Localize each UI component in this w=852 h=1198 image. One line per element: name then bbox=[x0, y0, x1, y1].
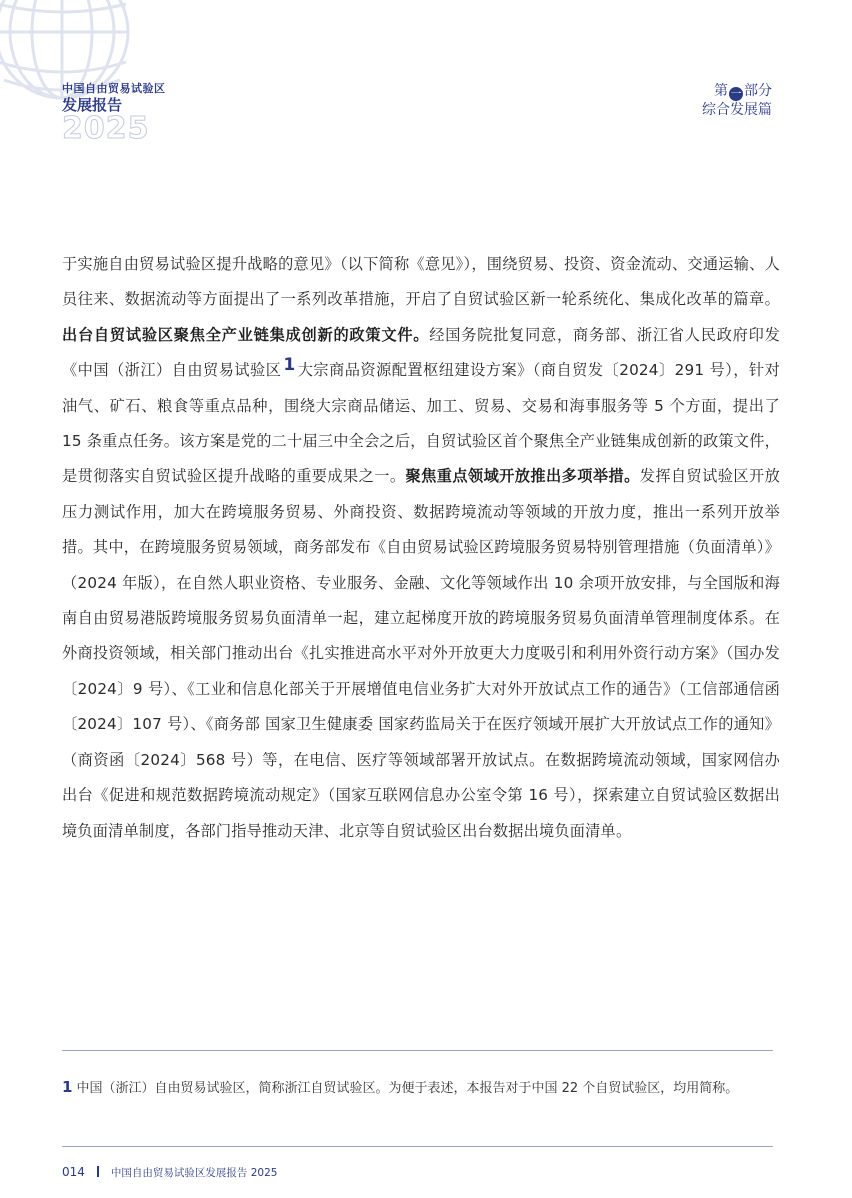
part-prefix: 第 bbox=[714, 83, 728, 99]
part-label bbox=[702, 82, 772, 119]
footer-separator bbox=[97, 1166, 99, 1177]
body-bold-heading: 出台自贸试验区聚焦全产业链集成创新的政策文件。 bbox=[62, 325, 430, 344]
footnote-divider bbox=[62, 1050, 773, 1051]
body-text-segment: 经国务院批复同意，商务部、浙江省人民政府印发《中国（浙江）自由贸易试验区 bbox=[62, 325, 780, 380]
footnote-reference[interactable]: 1 bbox=[283, 355, 296, 376]
body-text-segment: 大宗商品资源配置枢纽建设方案》（商自贸发〔2024〕291 号），针对油气、矿石、粮食等重点品种，围绕大宗商品储运、加工、贸易、交易和海事服务等 5 个方面，提出了 15 条重点任务。该方案是党的二十届三中全会之后，自贸试验区首个聚焦全产业链集成创新的政策文件，是贯彻落实自贸试验区提升战略的重要成果之一。 bbox=[62, 361, 780, 486]
report-year: 2025 bbox=[62, 111, 150, 146]
footer-divider bbox=[62, 1146, 773, 1147]
report-name-line2: 发展报告 bbox=[62, 96, 123, 114]
body-text-segment: 发挥自贸试验区开放压力测试作用，加大在跨境服务贸易、外商投资、数据跨境流动等领域的开放力度，推出一系列开放举措。其中，在跨境服务贸易领域，商务部发布《自由贸易试验区跨境服务贸易特别管理措施（负面清单）》（2024 年版），在自然人职业资格、专业服务、金融、文化等领域作出 10 余项开放安排，与全国版和海南自由贸易港版跨境服务贸易负面清单一起，建立起梯度开放的跨境服务贸易负面清单管理制度体系。在外商投资领域，相关部门推动出台《扎实推进高水平对外开放更大力度吸引和利用外资行动方案》（国办发〔2024〕9 号）、《工业和信息化部关于开展增值电信业务扩大对外开放试点工作的通告》（工信部通信函〔2024〕107 号）、《商务部 国家卫生健康委 国家药监局关于在医疗领域开展扩大开放试点工作的通知》（商资函〔2024〕568 号）等，在电信、医疗等领域部署开放试点。在数据跨境流动领域，国家网信办出台《促进和规范数据跨境流动规定》（国家互联网信息办公室令第 16 号），探索建立自贸试验区数据出境负面清单制度，各部门指导推动天津、北京等自贸试验区出台数据出境负面清单。 bbox=[62, 467, 780, 840]
footnote bbox=[62, 1077, 778, 1099]
footnote-text: 中国（浙江）自由贸易试验区，简称浙江自贸试验区。为便于表述，本报告对于中国 22 个自贸试验区，均用简称。 bbox=[76, 1081, 739, 1096]
report-brand bbox=[62, 82, 166, 144]
page-footer bbox=[62, 1165, 277, 1180]
footer-publication: 中国自由贸易试验区发展报告 2025 bbox=[110, 1167, 278, 1179]
part-number-line bbox=[702, 82, 772, 101]
page-number: 014 bbox=[62, 1165, 85, 1179]
footnote-number: 1 bbox=[62, 1078, 73, 1096]
body-text-segment: 于实施自由贸易试验区提升战略的意见》（以下简称《意见》），围绕贸易、投资、资金流动、交通运输、人员往来、数据流动等方面提出了一系列改革措施，开启了自贸试验区新一轮系统化、集成化改革的篇章。 bbox=[62, 255, 780, 309]
body-text bbox=[62, 247, 780, 849]
body-bold-heading: 聚焦重点领域开放推出多项举措。 bbox=[405, 467, 640, 486]
report-name-line1: 中国自由贸易试验区 bbox=[62, 82, 166, 95]
part-title: 综合发展篇 bbox=[702, 102, 772, 118]
part-suffix: 部分 bbox=[744, 83, 772, 99]
part-number-badge: 一 bbox=[730, 87, 742, 100]
